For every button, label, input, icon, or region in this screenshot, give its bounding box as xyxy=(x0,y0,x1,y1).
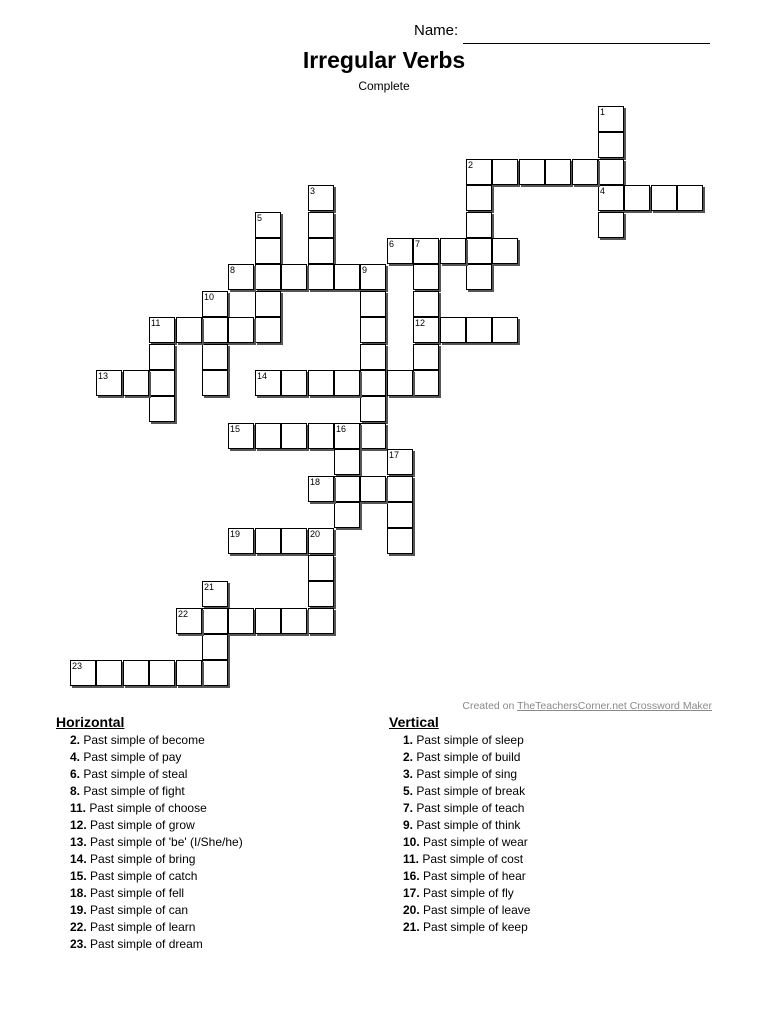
cell-number: 14 xyxy=(257,371,268,381)
crossword-cell[interactable] xyxy=(334,476,360,502)
crossword-cell[interactable] xyxy=(466,212,492,238)
crossword-cell[interactable] xyxy=(123,660,149,686)
crossword-cell[interactable] xyxy=(176,608,202,634)
clue-across-18: 18. Past simple of fell xyxy=(70,886,185,900)
clue-across-6: 6. Past simple of steal xyxy=(70,767,188,781)
crossword-cell[interactable] xyxy=(519,159,545,185)
crossword-cell[interactable] xyxy=(492,238,518,264)
crossword-cell[interactable] xyxy=(149,370,175,396)
cell-number: 7 xyxy=(415,239,421,249)
crossword-cell[interactable] xyxy=(651,185,677,211)
clue-down-1: 1. Past simple of sleep xyxy=(403,733,524,747)
clue-down-20: 20. Past simple of leave xyxy=(403,903,531,917)
crossword-cell[interactable] xyxy=(387,238,413,264)
crossword-cell[interactable] xyxy=(176,660,202,686)
crossword-cell[interactable] xyxy=(255,528,281,554)
clue-across-11: 11. Past simple of choose xyxy=(70,801,207,815)
crossword-cell[interactable] xyxy=(202,291,228,317)
crossword-cell[interactable] xyxy=(308,608,334,634)
page-subtitle: Complete xyxy=(358,79,410,93)
cell-number: 3 xyxy=(310,186,316,196)
crossword-cell[interactable] xyxy=(413,238,439,264)
crossword-cell[interactable] xyxy=(228,264,254,290)
crossword-cell[interactable] xyxy=(466,317,492,343)
cell-number: 21 xyxy=(204,582,215,592)
crossword-cell[interactable] xyxy=(176,317,202,343)
clue-down-5: 5. Past simple of break xyxy=(403,784,526,798)
cell-number: 22 xyxy=(178,609,189,619)
page-title: Irregular Verbs xyxy=(302,47,466,73)
crossword-cell[interactable] xyxy=(228,317,254,343)
crossword-cell[interactable] xyxy=(413,264,439,290)
crossword-cell[interactable] xyxy=(308,264,334,290)
crossword-cell[interactable] xyxy=(281,423,307,449)
crossword-cell[interactable] xyxy=(598,185,624,211)
cell-number: 20 xyxy=(310,529,321,539)
crossword-cell[interactable] xyxy=(360,423,386,449)
crossword-cell[interactable] xyxy=(202,317,228,343)
crossword-cell[interactable] xyxy=(387,476,413,502)
crossword-cell[interactable] xyxy=(413,291,439,317)
credit-prefix: Created on xyxy=(462,700,518,712)
crossword-cell[interactable] xyxy=(334,264,360,290)
crossword-cell[interactable] xyxy=(202,608,228,634)
cell-number: 10 xyxy=(204,292,215,302)
clue-down-16: 16. Past simple of hear xyxy=(403,869,526,883)
cell-number: 11 xyxy=(151,318,161,328)
crossword-cell[interactable] xyxy=(387,528,413,554)
crossword-cell[interactable] xyxy=(149,344,175,370)
crossword-cell[interactable] xyxy=(677,185,703,211)
crossword-cell[interactable] xyxy=(149,660,175,686)
crossword-cell[interactable] xyxy=(334,502,360,528)
cell-number: 17 xyxy=(389,450,400,460)
vertical-heading: Vertical xyxy=(389,714,439,730)
vertical-clues xyxy=(389,714,530,936)
crossword-cell[interactable] xyxy=(466,159,492,185)
crossword-cell[interactable] xyxy=(440,317,466,343)
crossword-cell[interactable] xyxy=(308,476,334,502)
crossword-cell[interactable] xyxy=(149,396,175,422)
clue-across-19: 19. Past simple of can xyxy=(70,903,189,917)
crossword-cell[interactable] xyxy=(360,317,386,343)
clue-across-4: 4. Past simple of pay xyxy=(70,750,182,764)
crossword-cell[interactable] xyxy=(308,238,334,264)
crossword-cell[interactable] xyxy=(255,238,281,264)
clue-down-2: 2. Past simple of build xyxy=(403,750,521,764)
cell-number: 8 xyxy=(230,265,236,275)
clue-down-17: 17. Past simple of fly xyxy=(403,886,514,900)
cell-number: 4 xyxy=(600,186,606,196)
crossword-cell[interactable] xyxy=(202,581,228,607)
crossword-cell[interactable] xyxy=(308,423,334,449)
crossword-cell[interactable] xyxy=(413,317,439,343)
crossword-cell[interactable] xyxy=(466,238,492,264)
crossword-cell[interactable] xyxy=(202,660,228,686)
crossword-cell[interactable] xyxy=(492,159,518,185)
crossword-cell[interactable] xyxy=(308,528,334,554)
crossword-cell[interactable] xyxy=(281,528,307,554)
crossword-cell[interactable] xyxy=(572,159,598,185)
crossword-cell[interactable] xyxy=(123,370,149,396)
cell-number: 1 xyxy=(600,107,606,117)
cell-number: 13 xyxy=(98,371,109,381)
crossword-cell[interactable] xyxy=(255,608,281,634)
clue-down-9: 9. Past simple of think xyxy=(403,818,521,832)
clue-down-11: 11. Past simple of cost xyxy=(403,852,524,866)
clue-across-22: 22. Past simple of learn xyxy=(70,920,196,934)
crossword-cell[interactable] xyxy=(598,212,624,238)
name-label: Name: xyxy=(414,22,459,39)
crossword-cell[interactable] xyxy=(281,264,307,290)
crossword-cell[interactable] xyxy=(466,185,492,211)
clue-across-23: 23. Past simple of dream xyxy=(70,937,203,951)
clue-down-3: 3. Past simple of sing xyxy=(403,767,518,781)
crossword-cell[interactable] xyxy=(202,370,228,396)
crossword-cell[interactable] xyxy=(413,344,439,370)
clue-down-10: 10. Past simple of wear xyxy=(403,835,528,849)
cell-number: 23 xyxy=(72,661,83,671)
cell-number: 12 xyxy=(415,318,426,328)
crossword-cell[interactable] xyxy=(96,660,122,686)
crossword-cell[interactable] xyxy=(360,264,386,290)
crossword-cell[interactable] xyxy=(466,264,492,290)
crossword-cell[interactable] xyxy=(334,370,360,396)
crossword-cell[interactable] xyxy=(308,370,334,396)
crossword-cell[interactable] xyxy=(413,370,439,396)
clue-across-15: 15. Past simple of catch xyxy=(70,869,198,883)
cell-number: 16 xyxy=(336,424,347,434)
crossword-cell[interactable] xyxy=(202,634,228,660)
clue-down-7: 7. Past simple of teach xyxy=(403,801,525,815)
crossword-cell[interactable] xyxy=(308,185,334,211)
crossword-cell[interactable] xyxy=(598,132,624,158)
crossword-cell[interactable] xyxy=(545,159,571,185)
crossword-cell[interactable] xyxy=(70,660,96,686)
cell-number: 6 xyxy=(389,239,395,249)
crossword-cell[interactable] xyxy=(440,238,466,264)
cell-number: 19 xyxy=(230,529,241,539)
crossword-cell[interactable] xyxy=(308,581,334,607)
clue-down-21: 21. Past simple of keep xyxy=(403,920,528,934)
clue-across-8: 8. Past simple of fight xyxy=(70,784,185,798)
crossword-cell[interactable] xyxy=(360,396,386,422)
crossword-cell[interactable] xyxy=(255,291,281,317)
crossword-cell[interactable] xyxy=(492,317,518,343)
credit-link[interactable]: TheTeachersCorner.net Crossword Maker xyxy=(517,700,712,712)
crossword-cell[interactable] xyxy=(255,212,281,238)
cell-number: 9 xyxy=(362,265,368,275)
clue-across-2: 2. Past simple of become xyxy=(70,733,205,747)
crossword-cell[interactable] xyxy=(202,344,228,370)
crossword-cell[interactable] xyxy=(228,528,254,554)
crossword-cell[interactable] xyxy=(598,159,624,185)
crossword-cell[interactable] xyxy=(308,212,334,238)
clue-across-13: 13. Past simple of 'be' (I/She/he) xyxy=(70,835,243,849)
crossword-cell[interactable] xyxy=(96,370,122,396)
crossword-cell[interactable] xyxy=(281,370,307,396)
crossword-cell[interactable] xyxy=(281,608,307,634)
cell-number: 18 xyxy=(310,477,321,487)
crossword-cell[interactable] xyxy=(255,370,281,396)
clue-across-14: 14. Past simple of bring xyxy=(70,852,196,866)
crossword-cell[interactable] xyxy=(149,317,175,343)
horizontal-clues xyxy=(56,714,243,953)
crossword-cell[interactable] xyxy=(228,423,254,449)
crossword-cell[interactable] xyxy=(360,370,386,396)
crossword-cell[interactable] xyxy=(255,423,281,449)
cell-number: 5 xyxy=(257,213,263,223)
crossword-cell[interactable] xyxy=(255,317,281,343)
crossword-cell[interactable] xyxy=(387,449,413,475)
credit-line xyxy=(462,700,712,712)
crossword-cell[interactable] xyxy=(360,476,386,502)
crossword-cell[interactable] xyxy=(334,423,360,449)
cell-number: 2 xyxy=(468,160,474,170)
crossword-cell[interactable] xyxy=(360,344,386,370)
crossword-cell[interactable] xyxy=(334,449,360,475)
crossword-cell[interactable] xyxy=(387,370,413,396)
clue-across-12: 12. Past simple of grow xyxy=(70,818,195,832)
crossword-cell[interactable] xyxy=(308,555,334,581)
crossword-cell[interactable] xyxy=(255,264,281,290)
crossword-cell[interactable] xyxy=(387,502,413,528)
crossword-cell[interactable] xyxy=(360,291,386,317)
cell-number: 15 xyxy=(230,424,241,434)
crossword-cell[interactable] xyxy=(598,106,624,132)
horizontal-heading: Horizontal xyxy=(56,714,125,730)
crossword-cell[interactable] xyxy=(228,608,254,634)
crossword-cell[interactable] xyxy=(624,185,650,211)
